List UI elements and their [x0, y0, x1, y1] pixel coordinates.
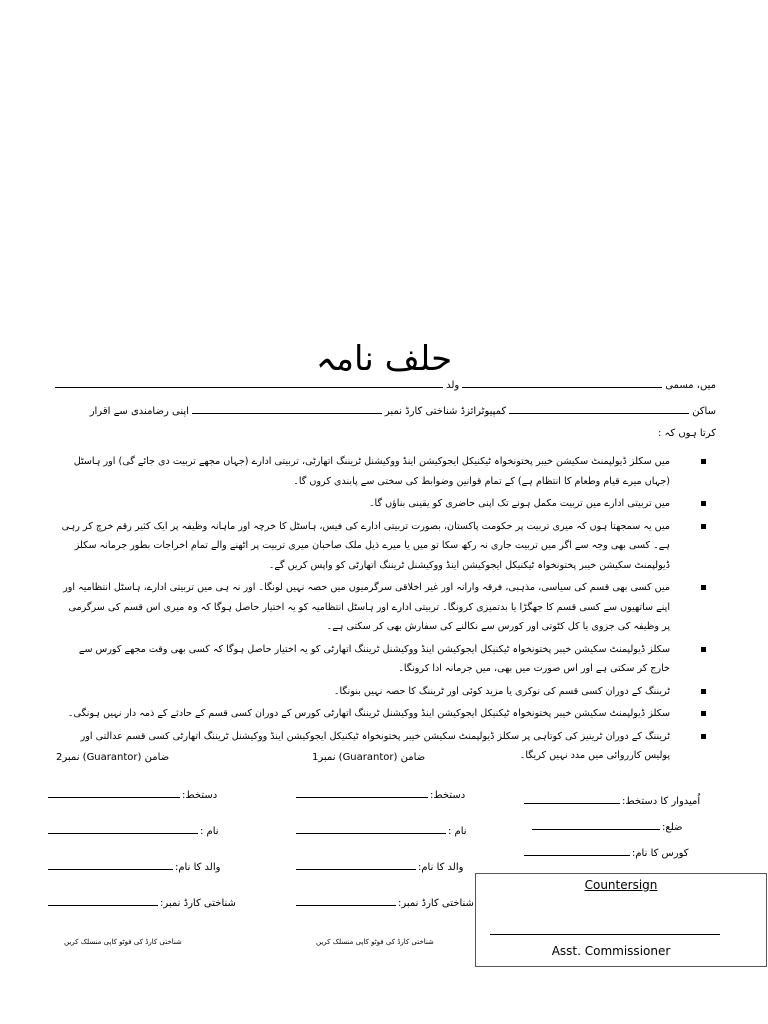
bullet-icon — [701, 647, 706, 652]
guarantor2-name-field[interactable] — [48, 832, 198, 834]
guarantor2-name — [48, 826, 219, 837]
clause-text: ٹریننگ کے دوران ٹرینیز کی کوتاہی پر سکلز ڈیولپمنٹ سکیشن خیبر پختونخواہ ٹیکنیکل ایجوکیشن اینڈ ووکیشنل ٹریننگ اتھارٹی کسی قسم عدالتی اور پولیس کارروائی میں مدد نہیں کریگا۔ — [80, 730, 670, 761]
declarant-address-line — [52, 406, 716, 417]
bullet-icon — [701, 501, 706, 506]
guarantor1-signature — [296, 790, 465, 801]
resident-label: ساکن — [692, 406, 716, 417]
father-field[interactable] — [55, 387, 443, 388]
cnic-field[interactable] — [192, 413, 382, 414]
guarantor1-father-field[interactable] — [296, 868, 416, 870]
guarantor1-father — [296, 862, 463, 873]
declaration-intro-text: کرتا ہوں کہ : — [657, 428, 716, 439]
guarantor2-note: شناختی کارڈ کی فوٹو کاپی منسلک کریں — [64, 938, 182, 946]
candidate-signature-field[interactable] — [524, 802, 620, 804]
countersign-signature-line[interactable] — [490, 934, 720, 935]
clause-item — [60, 704, 712, 724]
guarantor2-name-label: نام : — [200, 826, 219, 837]
guarantor2-signature-label: دستخط: — [182, 790, 218, 801]
clause-text: سکلز ڈیولپمنٹ سکیشن خیبر پختونخواہ ٹیکنیکل ایجوکیشن اینڈ ووکیشنل ٹریننگ اتھارٹی کو یہ اختیار حاصل ہوگا کہ کسی بھی وقت مجھے کورس سے خارج کر سکتی ہے اور اس صورت میں بھی، میں جرمانہ ادا کرونگا۔ — [78, 643, 670, 674]
countersign-officer: Asst. Commissioner — [551, 944, 671, 958]
affidavit-clauses — [60, 452, 712, 769]
name-label: میں، مسمی — [665, 380, 716, 391]
clause-text: میں کسی بھی قسم کی سیاسی، مذہبی، فرقہ وارانہ اور غیر اخلاقی سرگرمیوں میں حصہ نہیں لونگا۔ اور نہ ہی میں تربیتی ادارے، ہاسٹل انتظامیہ اور اپنے ساتھیوں سے کسی قسم کا جھگڑا یا بدتمیزی کرونگا۔ تربیتی ادارے اور ہاسٹل انتظامیہ کو یہ اختیار حاصل ہوگا کہ وہ میری اس قسم کی سرگرمی پر وظیفہ کی جزوی یا کل کٹوتی اور کورس سے نکالنے کی سفارش بھی کر سکتی ہے۔ — [63, 582, 670, 632]
guarantor1-name-field[interactable] — [296, 832, 446, 834]
bullet-icon — [701, 689, 706, 694]
bullet-icon — [701, 734, 706, 739]
bullet-icon — [701, 459, 706, 464]
resident-field[interactable] — [509, 413, 689, 414]
consent-text: اپنی رضامندی سے اقرار — [89, 406, 189, 417]
name-field[interactable] — [462, 387, 662, 388]
guarantor2-father — [48, 862, 220, 873]
clause-item — [60, 578, 712, 637]
guarantor1-name — [296, 826, 467, 837]
clause-item — [60, 494, 712, 514]
guarantor2-father-field[interactable] — [48, 868, 173, 870]
guarantor2-father-label: والد کا نام: — [175, 862, 221, 873]
page-title: حلف نامہ — [315, 339, 453, 379]
father-label: ولد — [446, 380, 460, 391]
clause-item — [60, 640, 712, 679]
guarantor1-cnic — [296, 898, 474, 909]
guarantor1-signature-label: دستخط: — [430, 790, 466, 801]
clause-text: میں سکلز ڈیولپمنٹ سکیشن خیبر پختونخواہ ٹیکنیکل ایجوکیشن اینڈ ووکیشنل ٹریننگ اتھارٹی، تربیتی ادارے (جہاں مجھے تربیت دی جائے گی) اور ہاسٹل (جہاں میرے قیام وطعام کا انتظام ہے) کے تمام قوانین وضوابط کی سختی سے پابندی کروں گا۔ — [73, 456, 670, 487]
candidate-district-label: ضلع: — [662, 822, 683, 833]
clause-text: میں یہ سمجھتا ہوں کہ میری تربیت پر حکومت پاکستان، بصورت تربیتی ادارے کی فیس، ہاسٹل کا خرچہ اور ماہانہ وظیفہ پر ایک کثیر رقم خرچ کر رہی ہے۔ کسی بھی وجہ سے اگر میں تربیت جاری نہ رکھ سکا تو میں یا میرے ذیل ملک صاحبان میری تربیت پر اٹھنے والے تمام اخراجات بطور جرمانہ سکلز ڈیولپمنٹ سکیشن خیبر پختونخواہ ٹیکنیکل ایجوکیشن اینڈ ووکیشنل ٹریننگ اتھارٹی کو واپس کریں گے۔ — [61, 520, 670, 571]
clause-item — [60, 682, 712, 702]
guarantor2-cnic-field[interactable] — [48, 904, 158, 906]
countersign-title: Countersign — [584, 878, 658, 892]
candidate-course-field[interactable] — [524, 854, 630, 856]
countersign-box — [475, 873, 767, 967]
guarantor1-father-label: والد کا نام: — [418, 862, 464, 873]
cnic-label: کمپیوٹرائزڈ شناختی کارڈ نمبر — [384, 406, 507, 417]
bullet-icon — [701, 524, 706, 529]
clause-text: ٹریننگ کے دوران کسی قسم کی نوکری یا مزید کوئی اور ٹریننگ کا حصہ نہیں بنونگا۔ — [333, 685, 670, 697]
clause-text: سکلز ڈیولپمنٹ سکیشن خیبر پختونخواہ ٹیکنیکل ایجوکیشن اینڈ ووکیشنل ٹریننگ اتھارٹی کورس کے دوران کسی قسم کے حادثے کے ذمہ دار نہیں ہونگی۔ — [67, 708, 670, 719]
guarantor2-signature-field[interactable] — [48, 796, 180, 798]
guarantor1-name-label: نام : — [448, 826, 467, 837]
bullet-icon — [701, 711, 706, 716]
guarantor1-cnic-label: شناختی کارڈ نمبر: — [398, 898, 474, 909]
declaration-intro — [52, 428, 716, 439]
candidate-district-field[interactable] — [532, 828, 660, 830]
clause-text: میں تربیتی ادارے میں تربیت مکمل ہونے تک اپنی حاضری کو یقینی بناؤں گا۔ — [368, 498, 670, 509]
candidate-course-label: کورس کا نام: — [632, 848, 689, 859]
candidate-signature — [524, 796, 700, 807]
clause-item — [60, 452, 712, 491]
guarantor2-cnic-label: شناختی کارڈ نمبر: — [160, 898, 236, 909]
guarantor1-title: ضامن (Guarantor) نمبر1 — [312, 752, 426, 763]
declarant-name-line — [52, 380, 716, 391]
clause-item — [60, 517, 712, 576]
candidate-district — [532, 822, 683, 833]
candidate-signature-label: اُمیدوار کا دستخط: — [622, 796, 701, 807]
guarantor1-note: شناختی کارڈ کی فوٹو کاپی منسلک کریں — [316, 938, 434, 946]
guarantor2-signature — [48, 790, 217, 801]
bullet-icon — [701, 585, 706, 590]
guarantor2-title: ضامن (Guarantor) نمبر2 — [56, 752, 170, 763]
guarantor1-cnic-field[interactable] — [296, 904, 396, 906]
guarantor1-signature-field[interactable] — [296, 796, 428, 798]
guarantor2-cnic — [48, 898, 236, 909]
candidate-course — [524, 848, 689, 859]
